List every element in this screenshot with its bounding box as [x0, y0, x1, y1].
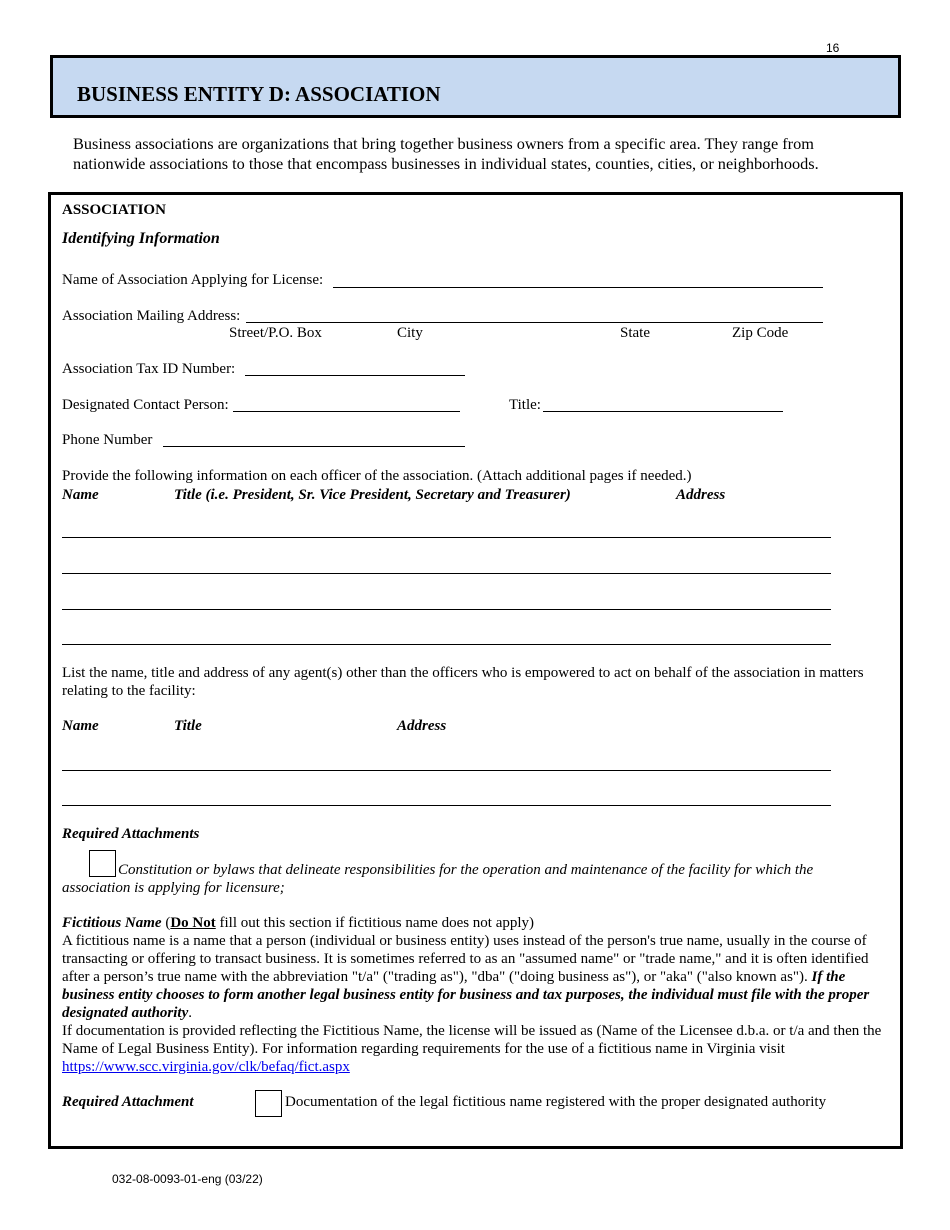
fictitious-emphasis: If the business entity chooses to form another legal business entity for business and tax purposes, the individual must file with the proper designated authority: [62, 969, 870, 1021]
tax-id-label: Association Tax ID Number:: [62, 361, 236, 377]
mailing-address-label: Association Mailing Address:: [62, 308, 241, 324]
fictitious-period: .: [188, 1005, 193, 1021]
officer-entry-line[interactable]: [62, 609, 831, 610]
fictitious-doc-attachment-text: Documentation of the legal fictitious name registered with the proper designated authority: [285, 1094, 827, 1110]
bylaws-attachment-text: Constitution or bylaws that delineate responsibilities for the operation and maintenance of the facility for which the association is applying for licensure;: [62, 862, 814, 896]
page-number: 16: [826, 41, 840, 55]
required-attachments-label: Required Attachments: [62, 826, 200, 842]
officers-header-address: Address: [676, 487, 726, 503]
agents-header-address: Address: [397, 718, 447, 734]
fictitious-body: A fictitious name is a name that a person (individual or business entity) uses instead of the person's true name, usually in the course of transacting or offering to transact business. It is sometimes referred to as an "assumed name" or "trade name," and it is often identified after a person’s true name with the abbreviation "t/a" ("trading as"), "dba" ("doing business as"), or "aka" ("also known as").: [62, 933, 869, 985]
fictitious-heading-rest: fill out this section if fictitious name does not apply): [215, 915, 535, 931]
section-title: ASSOCIATION: [62, 202, 166, 218]
fictitious-name-link[interactable]: https://www.scc.virginia.gov/clk/befaq/fict.aspx: [62, 1059, 350, 1075]
contact-title-field[interactable]: [543, 411, 783, 412]
fictitious-heading: Fictitious Name: [62, 915, 162, 931]
association-name-field[interactable]: [333, 287, 823, 288]
contact-person-label: Designated Contact Person:: [62, 397, 229, 413]
address-city-caption: City: [397, 325, 423, 341]
fictitious-doc-checkbox[interactable]: [255, 1090, 282, 1117]
required-attachment-label: Required Attachment: [62, 1094, 194, 1110]
contact-title-label: Title:: [509, 397, 541, 413]
agent-entry-line[interactable]: [62, 770, 831, 771]
address-zip-caption: Zip Code: [732, 325, 789, 341]
mailing-address-field[interactable]: [246, 322, 823, 323]
address-street-caption: Street/P.O. Box: [229, 325, 322, 341]
section-subtitle: Identifying Information: [62, 230, 220, 247]
address-state-caption: State: [620, 325, 650, 341]
fictitious-do-not: Do Not: [170, 915, 216, 931]
officers-header-title: Title (i.e. President, Sr. Vice President, Secretary and Treasurer): [174, 487, 571, 503]
phone-label: Phone Number: [62, 432, 153, 448]
officers-header-name: Name: [62, 487, 99, 503]
officer-entry-line[interactable]: [62, 537, 831, 538]
officer-entry-line[interactable]: [62, 644, 831, 645]
agents-header-title: Title: [174, 718, 202, 734]
officer-entry-line[interactable]: [62, 573, 831, 574]
agents-header-name: Name: [62, 718, 99, 734]
tax-id-field[interactable]: [245, 375, 465, 376]
association-name-label: Name of Association Applying for License:: [62, 272, 324, 288]
fictitious-open-paren: (: [161, 915, 171, 931]
intro-paragraph: Business associations are organizations that bring together business owners from a specific area. They range from nationwide associations to those that encompass businesses in individual states, counties, cities, or neighborhoods.: [73, 134, 819, 173]
page-title: BUSINESS ENTITY D: ASSOCIATION: [77, 82, 441, 106]
fictitious-name-section: [62, 914, 884, 1076]
phone-field[interactable]: [163, 446, 465, 447]
officers-instruction: Provide the following information on each officer of the association. (Attach additional pages if needed.): [62, 468, 692, 484]
contact-person-field[interactable]: [233, 411, 460, 412]
form-number-footer: 032-08-0093-01-eng (03/22): [112, 1172, 263, 1186]
agent-entry-line[interactable]: [62, 805, 831, 806]
header-banner: [50, 55, 901, 118]
agents-instruction: List the name, title and address of any agent(s) other than the officers who is empowered to act on behalf of the association in matters relating to the facility:: [62, 665, 864, 699]
fictitious-documentation-text: If documentation is provided reflecting the Fictitious Name, the license will be issued as (Name of the Licensee d.b.a. or t/a and then the Name of Legal Business Entity). For information regarding requirements for the use of a fictitious name in Virginia visit: [62, 1023, 882, 1057]
